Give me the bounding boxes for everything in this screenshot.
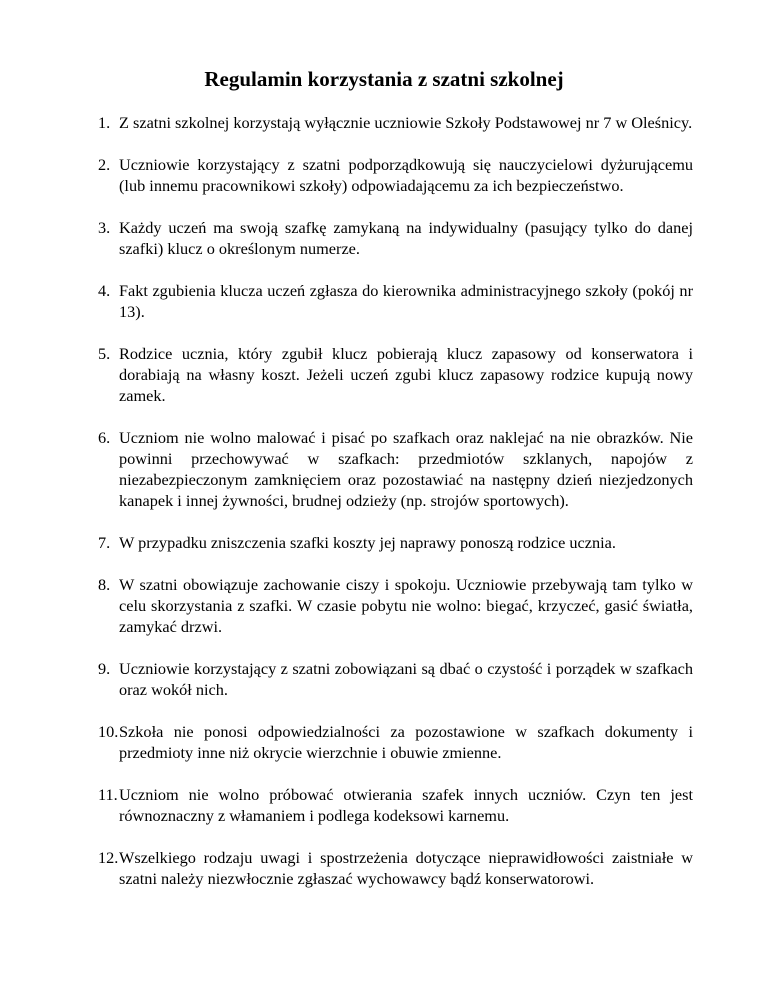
rule-number: 5. bbox=[98, 344, 111, 363]
rule-number: 9. bbox=[98, 659, 111, 678]
rule-item bbox=[0, 112, 768, 133]
rule-number: 2. bbox=[98, 155, 111, 174]
rule-text: Uczniom nie wolno malować i pisać po szafkach oraz naklejać na nie obrazków. Nie powinni przechowywać w szafkach: przedmiotów szklanych, napojów z niezabezpieczonym zamknięciem oraz pozostawiać na następny dzień niezjedzonych kanapek i innej żywności, brudnej odzieży (np. strojów sportowych). bbox=[119, 428, 693, 510]
rule-item bbox=[0, 574, 768, 637]
rule-text: Uczniom nie wolno próbować otwierania szafek innych uczniów. Czyn ten jest równoznaczny z włamaniem i podlega kodeksowi karnemu. bbox=[119, 785, 693, 825]
rules-list bbox=[0, 112, 768, 910]
document-title: Regulamin korzystania z szatni szkolnej bbox=[204, 67, 564, 91]
rule-text: Uczniowie korzystający z szatni podporządkowują się nauczycielowi dyżurującemu (lub innemu pracownikowi szkoły) odpowiadającemu za ich bezpieczeństwo. bbox=[119, 155, 693, 195]
rule-number: 4. bbox=[98, 281, 111, 300]
rule-item bbox=[0, 280, 768, 322]
rule-item bbox=[0, 343, 768, 406]
rule-item bbox=[0, 154, 768, 196]
rule-text: Fakt zgubienia klucza uczeń zgłasza do kierownika administracyjnego szkoły (pokój nr 13). bbox=[119, 281, 693, 321]
rule-item bbox=[0, 847, 768, 889]
rule-text: Rodzice ucznia, który zgubił klucz pobierają klucz zapasowy od konserwatora i dorabiają na własny koszt. Jeżeli uczeń zgubi klucz zapasowy rodzice kupują nowy zamek. bbox=[119, 344, 693, 405]
rule-item bbox=[0, 658, 768, 700]
rule-number: 6. bbox=[98, 428, 111, 447]
rule-item bbox=[0, 784, 768, 826]
rule-number: 10. bbox=[98, 722, 119, 741]
rule-text: Uczniowie korzystający z szatni zobowiązani są dbać o czystość i porządek w szafkach oraz wokół nich. bbox=[119, 659, 693, 699]
rule-text: Każdy uczeń ma swoją szafkę zamykaną na indywidualny (pasujący tylko do danej szafki) klucz o określonym numerze. bbox=[119, 218, 693, 258]
rule-text: W szatni obowiązuje zachowanie ciszy i spokoju. Uczniowie przebywają tam tylko w celu skorzystania z szafki. W czasie pobytu nie wolno: biegać, krzyczeć, gasić światła, zamykać drzwi. bbox=[119, 575, 693, 636]
rule-item bbox=[0, 721, 768, 763]
rule-number: 7. bbox=[98, 533, 111, 552]
rule-number: 3. bbox=[98, 218, 111, 237]
rule-text: W przypadku zniszczenia szafki koszty jej naprawy ponoszą rodzice ucznia. bbox=[119, 533, 616, 552]
rule-number: 1. bbox=[98, 113, 111, 132]
rule-number: 12. bbox=[98, 848, 119, 867]
rule-number: 11. bbox=[98, 785, 118, 804]
rule-text: Z szatni szkolnej korzystają wyłącznie uczniowie Szkoły Podstawowej nr 7 w Oleśnicy. bbox=[119, 113, 693, 132]
rule-number: 8. bbox=[98, 575, 111, 594]
rule-item bbox=[0, 532, 768, 553]
rule-text: Szkoła nie ponosi odpowiedzialności za pozostawione w szafkach dokumenty i przedmioty inne niż okrycie wierzchnie i obuwie zmienne. bbox=[119, 722, 693, 762]
rule-text: Wszelkiego rodzaju uwagi i spostrzeżenia dotyczące nieprawidłowości zaistniałe w szatni należy niezwłocznie zgłaszać wychowawcy bądź konserwatorowi. bbox=[119, 848, 693, 888]
rule-item bbox=[0, 427, 768, 511]
rule-item bbox=[0, 217, 768, 259]
